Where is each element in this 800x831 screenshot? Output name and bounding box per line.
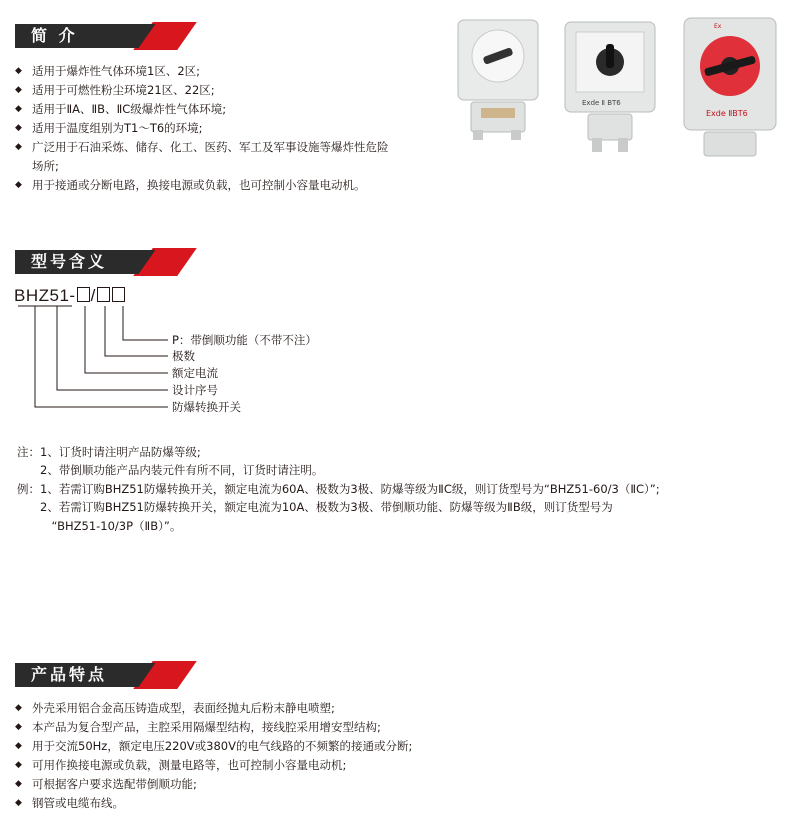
list-item: ◆ 用于接通或分断电路，换接电源或负载，也可控制小容量电动机。: [15, 178, 366, 192]
list-item: ◆ 适用于爆炸性气体环境1区、2区;: [15, 64, 201, 78]
note-line: 注：1、订货时请注明产品防爆等级;: [17, 445, 201, 459]
product-mark: Ex: [714, 23, 722, 30]
product-photo-3: [680, 14, 780, 164]
example-line: “BHZ51-10/3P（ⅡB）”。: [17, 519, 182, 533]
product-photo-2: [560, 18, 660, 158]
section-title-features: 产品特点: [31, 665, 108, 684]
example-line: 例：1、若需订购BHZ51防爆转换开关，额定电流为60A、极数为3极、防爆等级为ⅡC级，则订货型号为“BHZ51-60/3（ⅡC）”;: [17, 482, 660, 496]
list-item: ◆ 可根据客户要求选配带倒顺功能;: [15, 777, 197, 791]
legend-poles: 极数: [172, 349, 195, 363]
product-label: Exde ⅡBT6: [706, 109, 748, 118]
list-item: ◆ 广泛用于石油采炼、储存、化工、医药、军工及军事设施等爆炸性危险场所;: [15, 140, 389, 173]
list-item: ◆ 钢管或电缆布线。: [15, 796, 124, 810]
legend-p-option: P：带倒顺功能（不带不注）: [172, 333, 317, 347]
section-header-features: [15, 660, 185, 690]
model-diagram-lines: [0, 0, 200, 420]
list-item: ◆ 用于交流50Hz，额定电压220V或380V的电气线路的不频繁的接通或分断;: [15, 739, 413, 753]
model-code: BHZ51- /: [14, 286, 126, 306]
list-item: ◆ 适用于ⅡA、ⅡB、ⅡC级爆炸性气体环境;: [15, 102, 227, 116]
list-item: ◆ 适用于温度组别为T1～T6的环境;: [15, 121, 203, 135]
section-title-model: 型号含义: [31, 252, 108, 271]
section-title-intro: 简 介: [31, 26, 78, 45]
list-item: ◆ 本产品为复合型产品，主腔采用隔爆型结构，接线腔采用增安型结构;: [15, 720, 381, 734]
list-item: ◆ 外壳采用铝合金高压铸造成型，表面经抛丸后粉末静电喷塑;: [15, 701, 335, 715]
example-line: 2、若需订购BHZ51防爆转换开关，额定电流为10A、极数为3极、带倒顺功能、防爆等级为ⅡB级，则订货型号为: [17, 500, 613, 514]
features-list: [15, 699, 412, 813]
product-photo-1: [453, 16, 543, 141]
legend-rated-current: 额定电流: [172, 366, 218, 380]
note-line: 2、带倒顺功能产品内装元件有所不同，订货时请注明。: [17, 463, 324, 477]
list-item: ◆ 可用作换接电源或负载，测量电路等，也可控制小容量电动机;: [15, 758, 347, 772]
legend-design-no: 设计序号: [172, 383, 218, 397]
legend-product-type: 防爆转换开关: [172, 400, 241, 414]
product-label: Exde Ⅱ BT6: [582, 99, 621, 107]
list-item: ◆ 适用于可燃性粉尘环境21区、22区;: [15, 83, 215, 97]
